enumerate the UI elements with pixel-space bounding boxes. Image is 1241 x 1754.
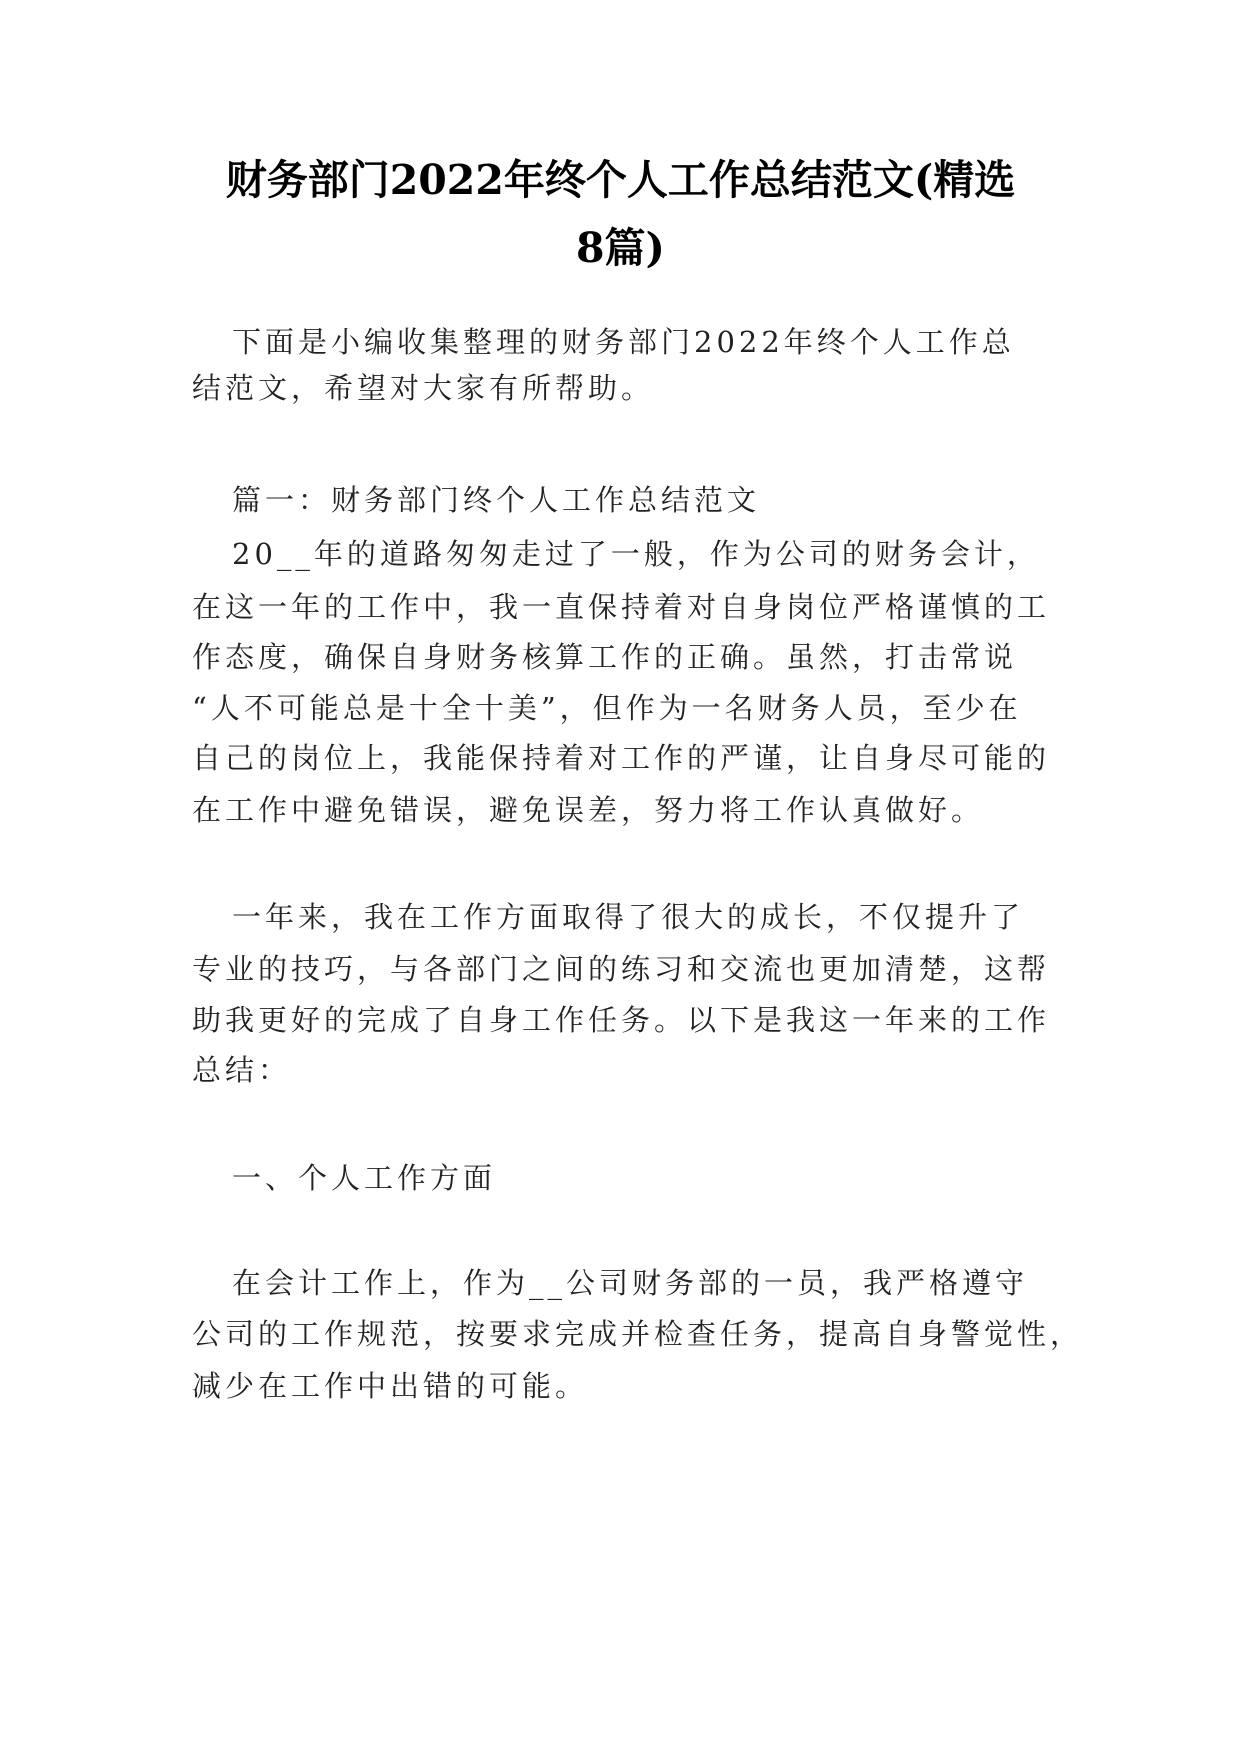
document-title-line-1: 财务部门2022年终个人工作总结范文(精选 <box>225 156 1016 204</box>
para2-line-3: 助我更好的完成了自身工作任务。以下是我这一年来的工作 <box>192 1003 1051 1037</box>
document-title-line-2: 8篇) <box>576 224 665 272</box>
intro-line-1: 下面是小编收集整理的财务部门2022年终个人工作总 <box>232 325 1015 359</box>
para1-line-5: 自己的岗位上，我能保持着对工作的严谨，让自身尽可能的 <box>192 741 1051 775</box>
para1-line-3: 作态度，确保自身财务核算工作的正确。虽然，打击常说 <box>192 640 1018 674</box>
para3-line-3: 减少在工作中出错的可能。 <box>192 1369 589 1403</box>
para3-line-1: 在会计工作上，作为__公司财务部的一员，我严格遵守 <box>232 1266 1029 1300</box>
para2-line-1: 一年来，我在工作方面取得了很大的成长，不仅提升了 <box>232 900 1025 934</box>
subheading-personal-work: 一、个人工作方面 <box>232 1161 497 1195</box>
intro-line-2: 结范文，希望对大家有所帮助。 <box>192 371 655 405</box>
para1-line-6: 在工作中避免错误，避免误差，努力将工作认真做好。 <box>192 793 985 827</box>
para1-line-4: “人不可能总是十全十美”，但作为一名财务人员，至少在 <box>192 691 1022 725</box>
para2-line-4: 总结： <box>192 1053 292 1087</box>
para1-line-2: 在这一年的工作中，我一直保持着对自身岗位严格谨慎的工 <box>192 590 1051 624</box>
para2-line-2: 专业的技巧，与各部门之间的练习和交流也更加清楚，这帮 <box>192 952 1051 986</box>
para3-line-2: 公司的工作规范，按要求完成并检查任务，提高自身警觉性， <box>192 1317 1084 1351</box>
section-one-heading: 篇一：财务部门终个人工作总结范文 <box>232 483 761 517</box>
para1-line-1: 20__年的道路匆匆走过了一般，作为公司的财务会计， <box>232 537 1040 571</box>
